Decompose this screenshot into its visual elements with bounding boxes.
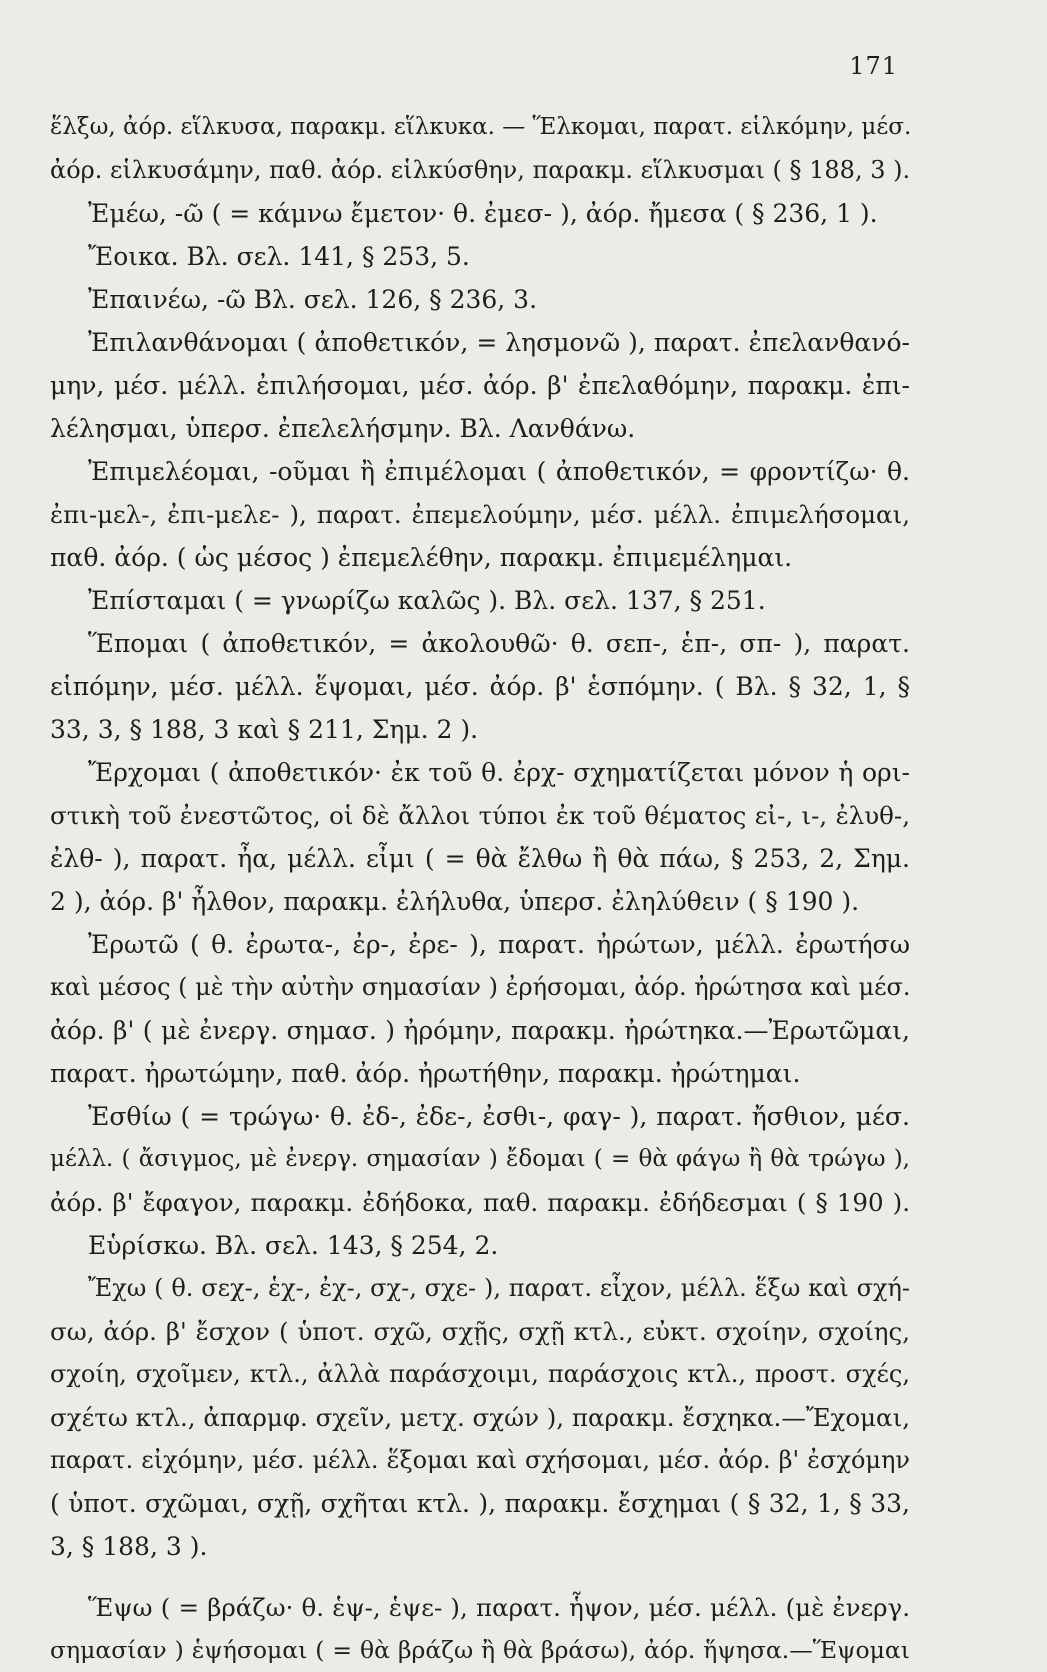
text-line: σω, ἀόρ. β' ἔσχον ( ὑποτ. σχῶ, σχῇς, σχῇ κτλ., εὐκτ. σχοίην, σχοίης,: [50, 1317, 910, 1346]
entry-line: Ἐπιμελέομαι, -οῦμαι ἢ ἐπιμέλομαι ( ἀποθετικόν, = φροντίζω· θ.: [88, 457, 910, 486]
text-line: ἀόρ. β' ( μὲ ἐνεργ. σημασ. ) ἠρόμην, παρακμ. ἠρώτηκα.—Ἐρωτῶμαι,: [50, 1016, 910, 1045]
text-line: ἐλθ- ), παρατ. ἦα, μέλλ. εἶμι ( = θὰ ἔλθω ἢ θὰ πάω, § 253, 2, Σημ.: [50, 844, 910, 873]
text-line: ἕλξω, ἀόρ. εἵλκυσα, παρακμ. εἵλκυκα. — Ἕλκομαι, παρατ. εἱλκόμην, μέσ.: [50, 114, 912, 140]
text-line: ( ὑποτ. σχῶμαι, σχῇ, σχῆται κτλ. ), παρακμ. ἔσχημαι ( § 32, 1, § 33,: [50, 1489, 910, 1518]
entry-line: Ἔρχομαι ( ἀποθετικόν· ἐκ τοῦ θ. ἐρχ- σχηματίζεται μόνον ἡ ορι-: [88, 758, 910, 787]
entry-line: Εὑρίσκω. Βλ. σελ. 143, § 254, 2.: [88, 1231, 499, 1260]
text-line: ἐπι-μελ-, ἐπι-μελε- ), παρατ. ἐπεμελούμην, μέσ. μέλλ. ἐπιμελήσομαι,: [50, 500, 910, 529]
text-line: σχέτω κτλ., ἀπαρμφ. σχεῖν, μετχ. σχών ), παρακμ. ἔσχηκα.—Ἔχομαι,: [50, 1403, 910, 1432]
text-line: 33, 3, § 188, 3 καὶ § 211, Σημ. 2 ).: [50, 715, 479, 744]
entry-line: Ἐπίσταμαι ( = γνωρίζω καλῶς ). Βλ. σελ. 137, § 251.: [88, 586, 766, 615]
entry-line: Ἐπαινέω, -ῶ Βλ. σελ. 126, § 236, 3.: [88, 285, 538, 314]
text-line: 3, § 188, 3 ).: [50, 1532, 208, 1561]
entry-line: Ἐπιλανθάνομαι ( ἀποθετικόν, = λησμονῶ ), παρατ. ἐπελανθανό-: [88, 328, 910, 357]
entry-line: Ἐσθίω ( = τρώγω· θ. ἐδ-, ἐδε-, ἐσθι-, φαγ- ), παρατ. ἤσθιον, μέσ.: [88, 1102, 910, 1131]
entry-line: Ἐμέω, -ῶ ( = κάμνω ἔμετον· θ. ἐμεσ- ), ἀόρ. ἤμεσα ( § 236, 1 ).: [88, 199, 878, 228]
text-line: σημασίαν ) ἑψήσομαι ( = θὰ βράζω ἢ θὰ βράσω), ἀόρ. ἥψησα.—Ἕψομαι: [50, 1636, 910, 1664]
text-line: 2 ), ἀόρ. β' ἦλθον, παρακμ. ἐλήλυθα, ὑπερσ. ἐληλύθειν ( § 190 ).: [50, 887, 860, 916]
text-line: στικὴ τοῦ ἐνεστῶτος, οἱ δὲ ἄλλοι τύποι ἐκ τοῦ θέματος εἰ-, ι-, ἐλυθ-,: [50, 801, 910, 830]
text-line: μην, μέσ. μέλλ. ἐπιλήσομαι, μέσ. ἀόρ. β' ἐπελαθόμην, παρακμ. ἐπι-: [50, 371, 910, 400]
entry-line: Ἔοικα. Βλ. σελ. 141, § 253, 5.: [88, 242, 470, 271]
text-line: παρατ. ἠρωτώμην, παθ. ἀόρ. ἠρωτήθην, παρακμ. ἠρώτημαι.: [50, 1059, 801, 1088]
entry-line: Ἕψω ( = βράζω· θ. ἑψ-, ἑψε- ), παρατ. ἧψον, μέσ. μέλλ. (μὲ ἐνεργ.: [88, 1593, 910, 1622]
text-line: σχοίη, σχοῖμεν, κτλ., ἀλλὰ παράσχοιμι, παράσχοις κτλ., προστ. σχές,: [50, 1360, 910, 1388]
text-line: καὶ μέσος ( μὲ τὴν αὐτὴν σημασίαν ) ἐρήσομαι, ἀόρ. ἠρώτησα καὶ μέσ.: [50, 973, 911, 1001]
text-line: εἱπόμην, μέσ. μέλλ. ἕψομαι, μέσ. ἀόρ. β' ἑσπόμην. ( Βλ. § 32, 1, §: [50, 672, 910, 701]
entry-line: Ἕπομαι ( ἀποθετικόν, = ἀκολουθῶ· θ. σεπ-, ἑπ-, σπ- ), παρατ.: [88, 629, 910, 658]
dictionary-text: [50, 106, 910, 1672]
text-line: ἀόρ. εἱλκυσάμην, παθ. ἀόρ. εἱλκύσθην, παρακμ. εἵλκυσμαι ( § 188, 3 ).: [50, 156, 911, 184]
page-number: 171: [849, 52, 898, 80]
text-line: λέλησμαι, ὑπερσ. ἐπελελήσμην. Βλ. Λανθάνω.: [50, 414, 636, 443]
entry-line: Ἔχω ( θ. σεχ-, ἑχ-, ἐχ-, σχ-, σχε- ), παρατ. εἶχον, μέλλ. ἕξω καὶ σχή-: [88, 1274, 910, 1302]
text-line: μέλλ. ( ἄσιγμος, μὲ ἐνεργ. σημασίαν ) ἔδομαι ( = θὰ φάγω ἢ θὰ τρώγω ),: [50, 1146, 910, 1172]
text-line: ἀόρ. β' ἔφαγον, παρακμ. ἐδήδοκα, παθ. παρακμ. ἐδήδεσμαι ( § 190 ).: [50, 1188, 910, 1217]
text-line: παθ. ἀόρ. ( ὡς μέσος ) ἐπεμελέθην, παρακμ. ἐπιμεμέλημαι.: [50, 543, 793, 572]
text-line: παρατ. εἰχόμην, μέσ. μέλλ. ἕξομαι καὶ σχήσομαι, μέσ. ἀόρ. β' ἐσχόμην: [50, 1446, 910, 1474]
entry-line: Ἐρωτῶ ( θ. ἐρωτα-, ἐρ-, ἐρε- ), παρατ. ἠρώτων, μέλλ. ἐρωτήσω: [88, 930, 910, 959]
